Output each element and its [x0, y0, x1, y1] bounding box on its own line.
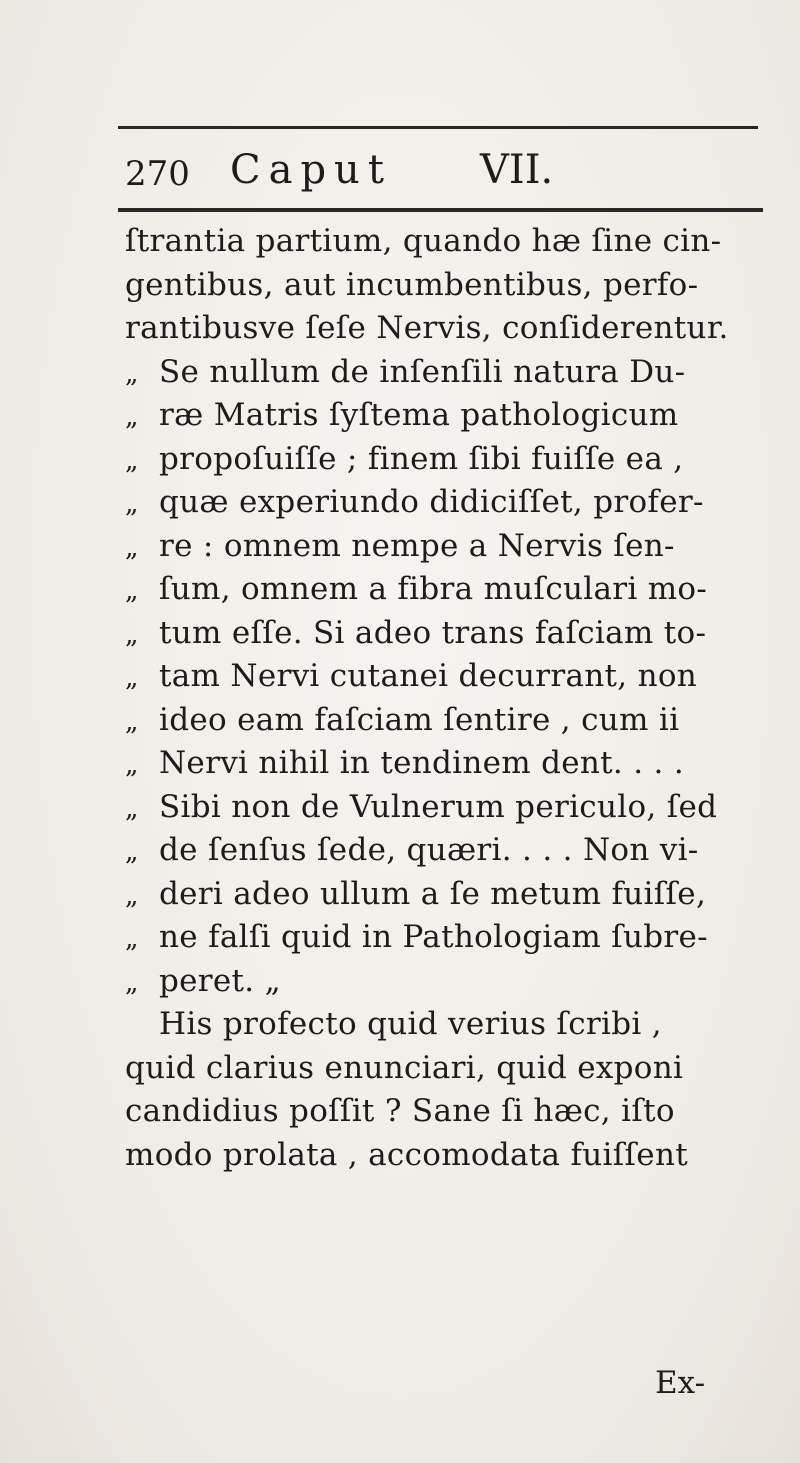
quote-mark: „ [125, 706, 139, 737]
text-line [125, 873, 775, 917]
quote-mark: „ [125, 576, 139, 606]
quote-mark: „ [125, 445, 139, 476]
quote-mark: „ [125, 663, 139, 693]
line-text: tam Nervi cutanei decurrant, non [159, 658, 698, 694]
top-rule [118, 126, 758, 129]
line-text: tum eſſe. Si adeo trans faſciam to- [159, 614, 707, 651]
quote-mark: „ [125, 793, 139, 824]
quote-mark: „ [125, 924, 139, 954]
text-line [125, 742, 775, 786]
line-text: re : omnem nempe a Nervis ſen- [159, 527, 675, 564]
text-line [125, 916, 775, 960]
line-text: ſum, omnem a fibra muſculari mo- [159, 571, 708, 607]
line-text: quid clarius enunciari, quid exponi [125, 1049, 684, 1086]
text-line [125, 525, 775, 569]
quote-mark: „ [125, 619, 139, 650]
quote-mark: „ [125, 967, 139, 998]
line-text: modo prolata , accomodata fuiſſent [125, 1136, 688, 1173]
line-text: Se nullum de inſenſili natura Du- [159, 353, 686, 390]
text-line [125, 438, 775, 482]
text-line [125, 1134, 775, 1178]
line-text: candidius poſſit ? Sane ſi hæc, iſto [125, 1093, 675, 1129]
header-rule [118, 208, 763, 212]
text-line [125, 481, 775, 525]
line-text: propoſuiſſe ; finem ſibi fuiſſe ea , [159, 440, 684, 477]
text-line [125, 264, 775, 308]
line-text: peret. „ [159, 962, 281, 999]
line-text: de ſenſus ſede, quæri. . . . Non vi- [159, 832, 699, 868]
quote-mark: „ [125, 532, 139, 563]
quote-mark: „ [125, 358, 139, 389]
line-text: ideo eam faſciam ſentire , cum ii [159, 701, 680, 738]
text-line [125, 307, 775, 351]
text-line [125, 220, 775, 264]
quote-mark: „ [125, 837, 139, 867]
text-line [125, 829, 775, 873]
quote-mark: „ [125, 880, 139, 911]
line-text: ræ Matris ſyſtema pathologicum [159, 397, 679, 433]
text-line [125, 568, 775, 612]
quote-mark: „ [125, 402, 139, 432]
text-line [125, 655, 775, 699]
text-line [125, 394, 775, 438]
running-header [125, 140, 765, 200]
catchword: Ex- [655, 1365, 706, 1401]
text-line [125, 1047, 775, 1091]
quote-mark: „ [125, 750, 139, 780]
line-text: Nervi nihil in tendinem dent. . . . [159, 745, 685, 781]
chapter-title: Caput [230, 147, 392, 193]
text-line [125, 1003, 775, 1047]
text-line [125, 351, 775, 395]
text-line [125, 960, 775, 1004]
line-text: ſtrantia partium, quando hæ ſine cin- [125, 223, 722, 259]
line-text: His profecto quid verius ſcribi , [159, 1006, 662, 1042]
text-line [125, 786, 775, 830]
text-line [125, 1090, 775, 1134]
line-text: ne falſi quid in Pathologiam ſubre- [159, 919, 708, 955]
line-text: rantibusve ſeſe Nervis, conſiderentur. [125, 310, 729, 346]
line-text: Sibi non de Vulnerum periculo, ſed [159, 788, 718, 825]
line-text: quæ experiundo didiciſſet, profer- [159, 484, 704, 520]
line-text: gentibus, aut incumbentibus, perfo- [125, 266, 699, 303]
page-number: 270 [125, 154, 190, 194]
line-text: deri adeo ullum a ſe metum fuiſſe, [159, 875, 707, 912]
text-line [125, 699, 775, 743]
text-line [125, 612, 775, 656]
body-text [125, 220, 775, 1177]
chapter-numeral: VII. [480, 147, 554, 193]
quote-mark: „ [125, 489, 139, 519]
